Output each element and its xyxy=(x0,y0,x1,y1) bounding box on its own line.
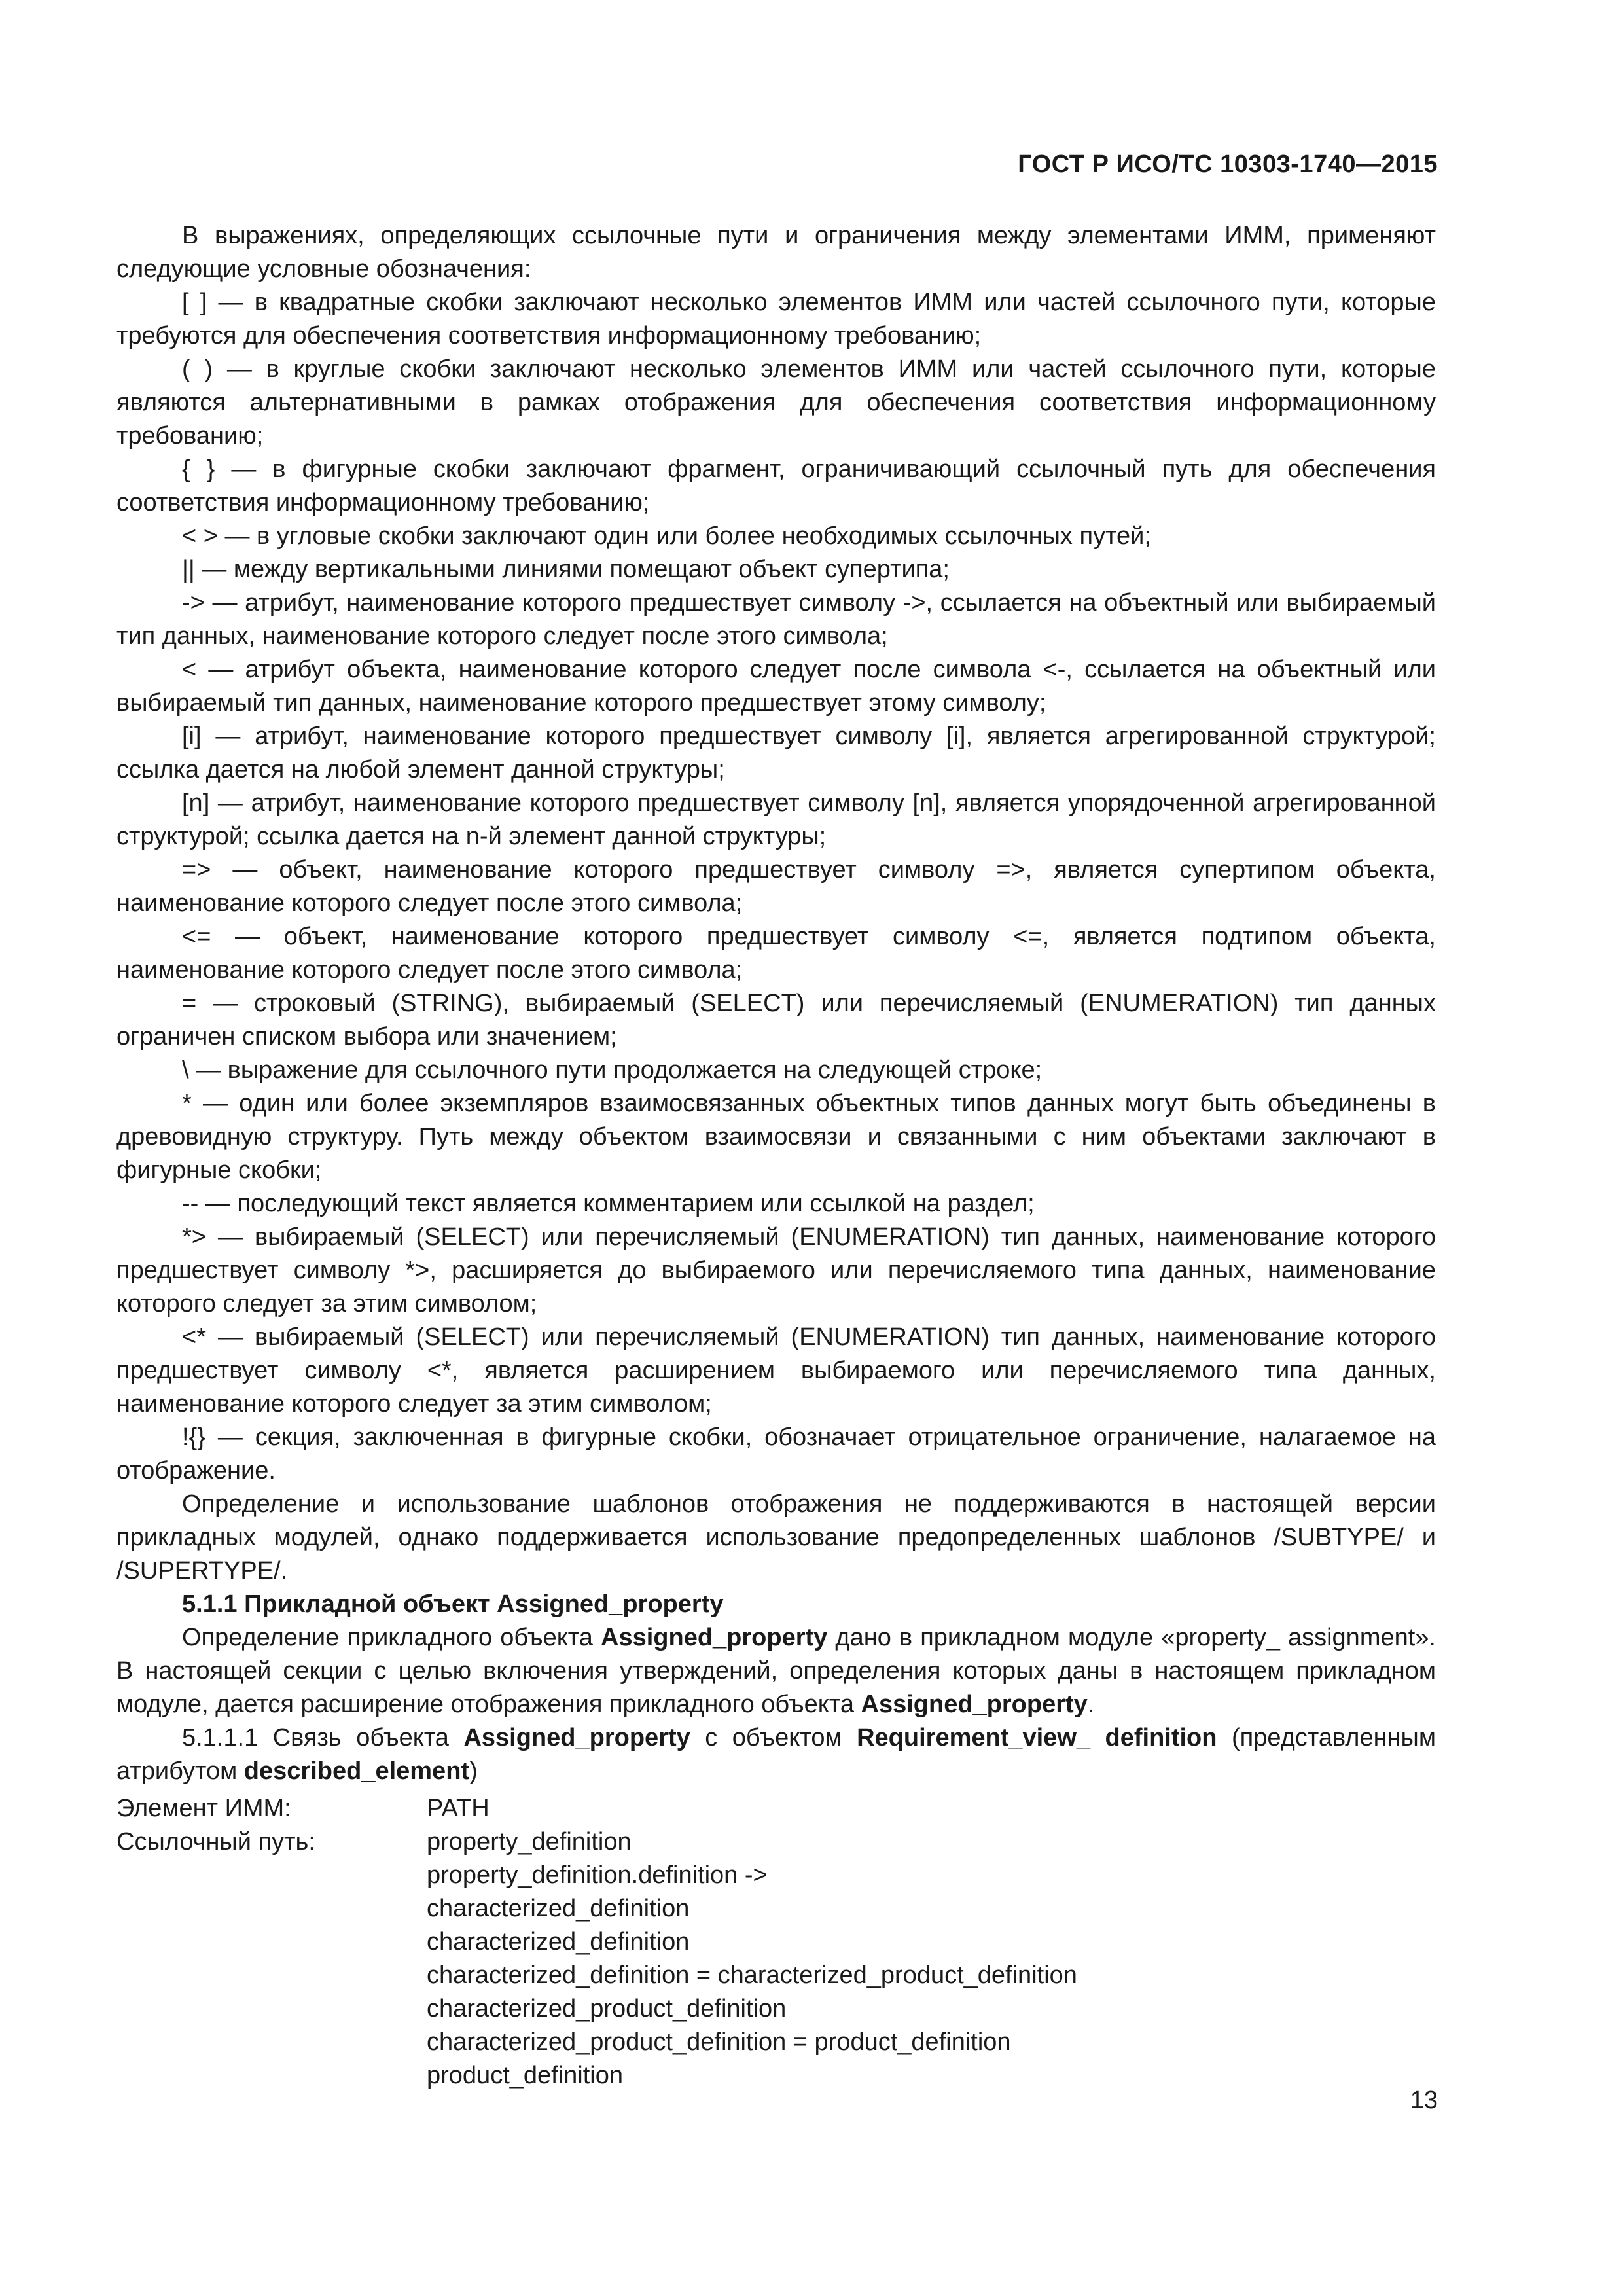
subsection-number: 5.1.1.1 xyxy=(182,1724,259,1751)
definition-item: < > — в угловые скобки заключают один или более необходимых ссылочных путей; xyxy=(182,522,1151,550)
subsection-text: (представленным атрибутом xyxy=(116,1724,1436,1785)
mapping-path-lines xyxy=(427,1825,1436,2092)
subsection-text: с объектом xyxy=(690,1724,857,1751)
definition-item: = — строковый (STRING), выбираемый (SELECT) или перечисляемый (ENUMERATION) тип данных ограничен списком выбора или значением; xyxy=(116,990,1436,1050)
definition-item: <= — объект, наименование которого предшествует символу <=, является подтипом объекта, наименование которого следует после этого символа; xyxy=(116,923,1436,984)
intro-paragraph: В выражениях, определяющих ссылочные пути и ограничения между элементами ИММ, применяют следующие условные обозначения: xyxy=(116,222,1436,283)
path-line: property_definition.definition -> xyxy=(427,1861,768,1889)
path-line: characterized_definition = characterized_product_definition xyxy=(427,1962,1077,1989)
document-body xyxy=(116,219,1436,2092)
definition-item: *> — выбираемый (SELECT) или перечисляемый (ENUMERATION) тип данных, наименование которого предшествует символу *>, расширяется до выбираемого или перечисляемого типа данных, наименование которого следует за этим символом; xyxy=(116,1223,1436,1318)
definition-item: => — объект, наименование которого предшествует символу =>, является супертипом объекта, наименование которого следует после этого символа; xyxy=(116,856,1436,917)
mapping-table xyxy=(116,1792,1436,2092)
section-paragraph xyxy=(116,1621,1436,1721)
definition-item: < — атрибут объекта, наименование которого следует после символа <-, ссылается на объектный или выбираемый тип данных, наименование которого предшествует этому символу; xyxy=(116,656,1436,717)
page-number: 13 xyxy=(1410,2087,1438,2114)
attribute-name: described_element xyxy=(243,1757,470,1785)
document-header: ГОСТ Р ИСО/ТС 10303-1740—2015 xyxy=(1018,151,1438,178)
definition-item: -> — атрибут, наименование которого предшествует символу ->, ссылается на объектный или выбираемый тип данных, наименование которого следует после этого символа; xyxy=(116,589,1436,650)
entity-name: Assigned_property xyxy=(463,1724,690,1751)
definition-item: || — между вертикальными линиями помещают объект супертипа; xyxy=(182,556,950,583)
definition-item: ( ) — в круглые скобки заключают несколько элементов ИММ или частей ссылочного пути, которые являются альтернативными в рамках отображения для обеспечения соответствия информационному требованию; xyxy=(116,355,1436,450)
definition-item: [ ] — в квадратные скобки заключают несколько элементов ИММ или частей ссылочного пути, которые требуются для обеспечения соответствия информационному требованию; xyxy=(116,289,1436,350)
definition-item: <* — выбираемый (SELECT) или перечисляемый (ENUMERATION) тип данных, наименование которого предшествует символу <*, является расширением выбираемого или перечисляемого типа данных, наименование которого следует за этим символом; xyxy=(116,1323,1436,1418)
section-title: Прикладной объект Assigned_property xyxy=(244,1590,724,1618)
section-text: Определение прикладного объекта xyxy=(182,1624,601,1651)
path-line: property_definition xyxy=(427,1828,632,1856)
definition-item: -- — последующий текст является комментарием или ссылкой на раздел; xyxy=(182,1190,1035,1217)
path-line: characterized_product_definition = product_definition xyxy=(427,2028,1011,2056)
subsection-text: Связь объекта xyxy=(258,1724,464,1751)
subsection-heading xyxy=(116,1721,1436,1788)
path-line: product_definition xyxy=(427,2062,623,2089)
definition-item: !{} — секция, заключенная в фигурные скобки, обозначает отрицательное ограничение, налагаемое на отображение. xyxy=(116,1424,1436,1484)
templates-note: Определение и использование шаблонов отображения не поддерживаются в настоящей версии прикладных модулей, однако поддерживается использование предопределенных шаблонов /SUBTYPE/ и /SUPERTYPE/. xyxy=(116,1490,1436,1585)
entity-name: Assigned_property xyxy=(861,1691,1088,1718)
mapping-element-value: PATH xyxy=(427,1795,490,1822)
mapping-path-label: Ссылочный путь: xyxy=(116,1828,315,1856)
path-line: characterized_definition xyxy=(427,1928,690,1956)
definition-item: [i] — атрибут, наименование которого предшествует символу [i], является агрегированной структурой; ссылка дается на любой элемент данной структуры; xyxy=(116,723,1436,783)
definition-item: { } — в фигурные скобки заключают фрагмент, ограничивающий ссылочный путь для обеспечения соответствия информационному требованию; xyxy=(116,456,1436,516)
subsection-text: ) xyxy=(469,1757,478,1785)
section-heading xyxy=(116,1588,1436,1621)
section-text: . xyxy=(1087,1691,1095,1718)
entity-name: Requirement_view_ definition xyxy=(857,1724,1217,1751)
definition-item: [n] — атрибут, наименование которого предшествует символу [n], является упорядоченной агрегированной структурой; ссылка дается на n-й элемент данной структуры; xyxy=(116,789,1436,850)
mapping-element-label: Элемент ИММ: xyxy=(116,1795,291,1822)
entity-name: Assigned_property xyxy=(601,1624,828,1651)
definition-item: * — один или более экземпляров взаимосвязанных объектных типов данных могут быть объединены в древовидную структуру. Путь между объектом взаимосвязи и связанными с ним объектами заключают в фигурные скобки; xyxy=(116,1090,1436,1184)
path-line: characterized_product_definition xyxy=(427,1995,787,2022)
section-text: дано в прикладном модуле «property_ assignment». В настоящей секции с целью включения утверждений, определения которых даны в настоящем прикладном модуле, дается расширение отображения прикладного объекта xyxy=(116,1624,1436,1718)
path-line: characterized_definition xyxy=(427,1895,690,1922)
definition-item: \ — выражение для ссылочного пути продолжается на следующей строке; xyxy=(182,1056,1043,1084)
section-number: 5.1.1 xyxy=(182,1590,238,1618)
